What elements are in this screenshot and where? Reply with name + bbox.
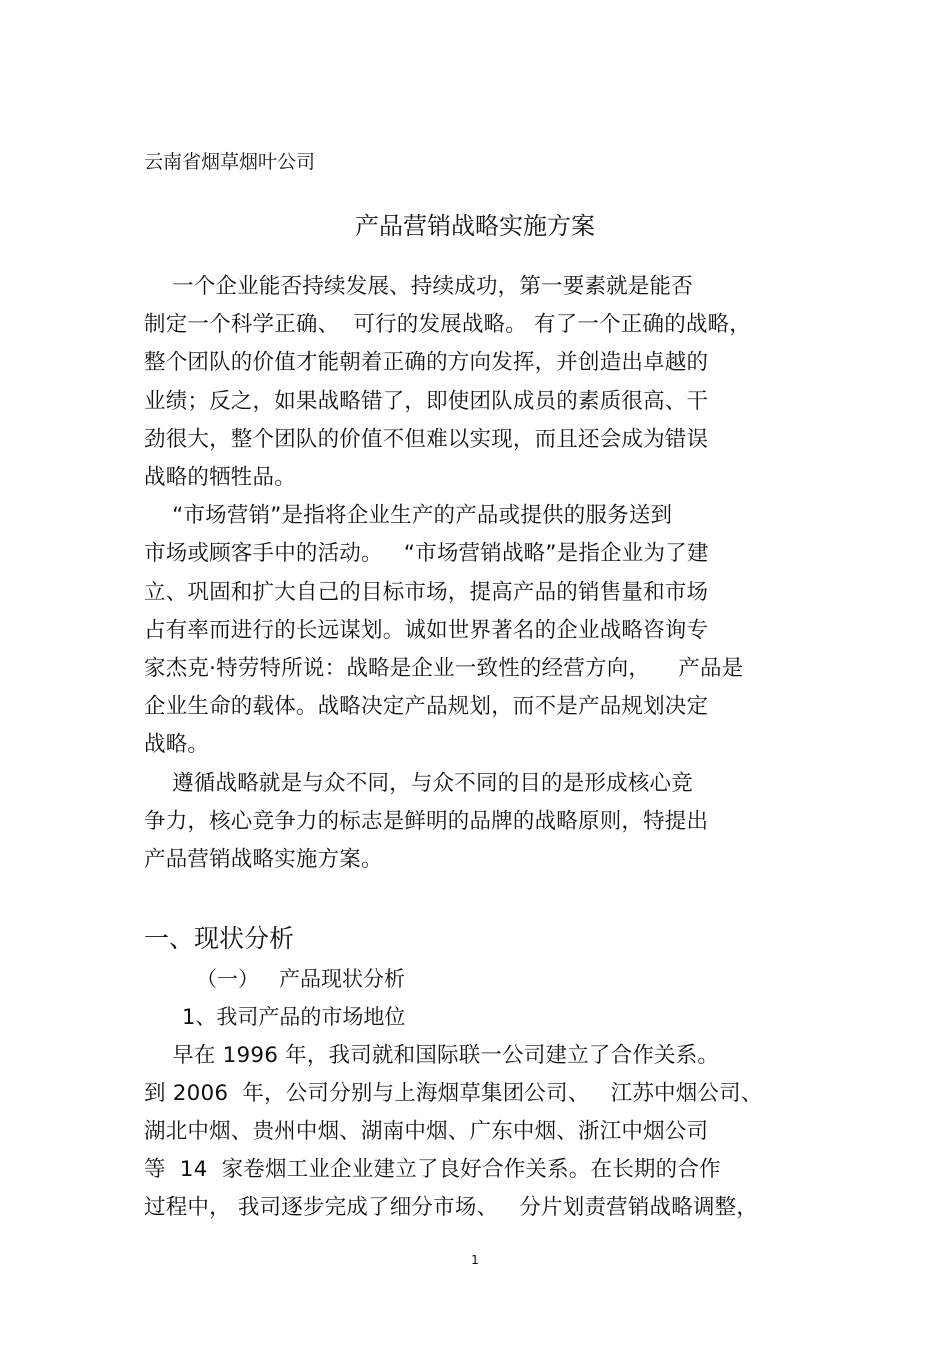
text-line: “市场营销”是指将企业生产的产品或提供的服务送到 xyxy=(144,503,673,528)
text-line: 企业生命的载体。战略决定产品规划，而不是产品规划决定 xyxy=(144,694,709,719)
section-heading: 一、现状分析 xyxy=(144,924,295,953)
text-line: 湖北中烟、贵州中烟、湖南中烟、广东中烟、浙江中烟公司 xyxy=(144,1119,709,1144)
organization-name: 云南省烟草烟叶公司 xyxy=(144,151,316,173)
subsection-heading: （一） 产品现状分析 xyxy=(196,967,406,991)
text-line: 遵循战略就是与众不同，与众不同的目的是形成核心竞 xyxy=(144,771,693,796)
text-line: 业绩；反之，如果战略错了，即使团队成员的素质很高、干 xyxy=(144,389,709,414)
text-line: 过程中， 我司逐步完成了细分市场、 分片划责营销战略调整， xyxy=(144,1195,759,1220)
text-line: 整个团队的价值才能朝着正确的方向发挥，并创造出卓越的 xyxy=(144,350,709,375)
document-title: 产品营销战略实施方案 xyxy=(355,212,595,240)
text-line: 到 2006 年，公司分别与上海烟草集团公司、 江苏中烟公司、 xyxy=(144,1081,763,1106)
item-heading: 1、我司产品的市场地位 xyxy=(182,1005,406,1029)
text-line: 战略的牺牲品。 xyxy=(144,465,296,490)
text-line: 占有率而进行的长远谋划。诚如世界著名的企业战略咨询专 xyxy=(144,618,709,643)
text-line: 早在 1996 年，我司就和国际联一公司建立了合作关系。 xyxy=(144,1043,720,1068)
text-line: 一个企业能否持续发展、持续成功，第一要素就是能否 xyxy=(144,274,693,299)
text-line: 市场或顾客手中的活动。 “市场营销战略”是指企业为了建 xyxy=(144,541,709,566)
text-line: 制定一个科学正确、 可行的发展战略。 有了一个正确的战略， xyxy=(144,312,752,337)
page-number: 1 xyxy=(471,1253,479,1267)
text-line: 产品营销战略实施方案。 xyxy=(144,847,383,872)
text-line: 争力，核心竞争力的标志是鲜明的品牌的战略原则，特提出 xyxy=(144,809,709,834)
text-line: 家杰克·特劳特所说：战略是企业一致性的经营方向， 产品是 xyxy=(144,656,744,681)
text-line: 战略。 xyxy=(144,732,210,757)
text-line: 劲很大，整个团队的价值不但难以实现，而且还会成为错误 xyxy=(144,427,709,452)
text-line: 等 14 家卷烟工业企业建立了良好合作关系。在长期的合作 xyxy=(144,1157,721,1182)
text-line: 立、巩固和扩大自己的目标市场，提高产品的销售量和市场 xyxy=(144,580,709,605)
